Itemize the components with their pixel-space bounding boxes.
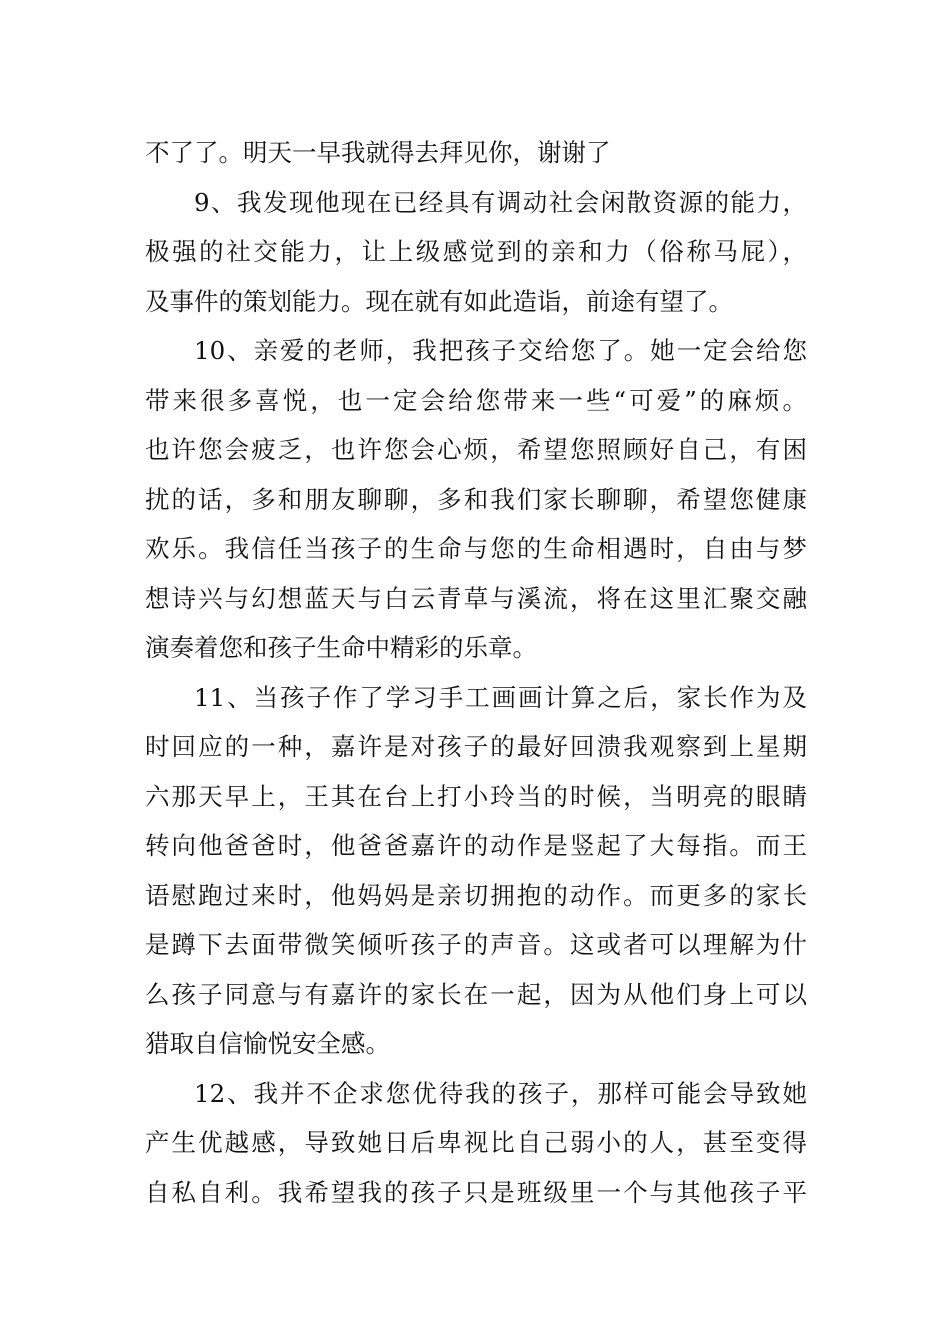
text-line: 语慰跑过来时，他妈妈是亲切拥抱的动作。而更多的家长	[145, 880, 807, 910]
text-line: 么孩子同意与有嘉许的家长在一起，因为从他们身上可以	[145, 979, 807, 1009]
text-line: 是蹲下去面带微笑倾听孩子的声音。这或者可以理解为什	[145, 930, 807, 959]
text-line: 12、我并不企求您优待我的孩子，那样可能会导致她	[194, 1078, 807, 1108]
text-line: 不了了。明天一早我就得去拜见你，谢谢了	[145, 138, 611, 167]
text-line: 扰的话，多和朋友聊聊，多和我们家长聊聊，希望您健康	[145, 484, 807, 514]
paragraph-8-tail	[145, 128, 807, 178]
paragraph-11	[145, 673, 807, 1069]
text-line: 带来很多喜悦，也一定会给您带来一些“可爱”的麻烦。	[145, 385, 807, 415]
text-line: 演奏着您和孩子生命中精彩的乐章。	[145, 633, 537, 662]
paragraph-12	[145, 1069, 807, 1218]
text-line: 欢乐。我信任当孩子的生命与您的生命相遇时，自由与梦	[145, 534, 807, 563]
text-line: 也许您会疲乏，也许您会心烦，希望您照顾好自己，有困	[145, 435, 807, 464]
text-line: 及事件的策划能力。现在就有如此造诣，前途有望了。	[145, 286, 733, 316]
text-line: 转向他爸爸时，他爸爸嘉许的动作是竖起了大每指。而王	[145, 831, 807, 860]
paragraph-10	[145, 326, 807, 673]
text-line: 时回应的一种，嘉许是对孩子的最好回溃我观察到上星期	[145, 732, 807, 761]
text-line: 六那天早上，王其在台上打小玲当的时候，当明亮的眼睛	[145, 781, 807, 811]
text-line: 想诗兴与幻想蓝天与白云青草与溪流，将在这里汇聚交融	[145, 583, 807, 613]
text-line: 11、当孩子作了学习手工画画计算之后，家长作为及	[194, 682, 807, 712]
paragraph-9	[145, 178, 807, 327]
text-line: 极强的社交能力，让上级感觉到的亲和力（俗称马屁），	[145, 237, 807, 266]
text-line: 猎取自信愉悦安全感。	[145, 1029, 390, 1058]
document-page	[145, 128, 807, 1217]
text-line: 9、我发现他现在已经具有调动社会闲散资源的能力，	[194, 187, 807, 217]
text-line: 10、亲爱的老师，我把孩子交给您了。她一定会给您	[194, 336, 807, 365]
text-line: 自私自利。我希望我的孩子只是班级里一个与其他孩子平	[145, 1177, 807, 1207]
text-line: 产生优越感，导致她日后卑视比自己弱小的人，甚至变得	[145, 1128, 807, 1157]
